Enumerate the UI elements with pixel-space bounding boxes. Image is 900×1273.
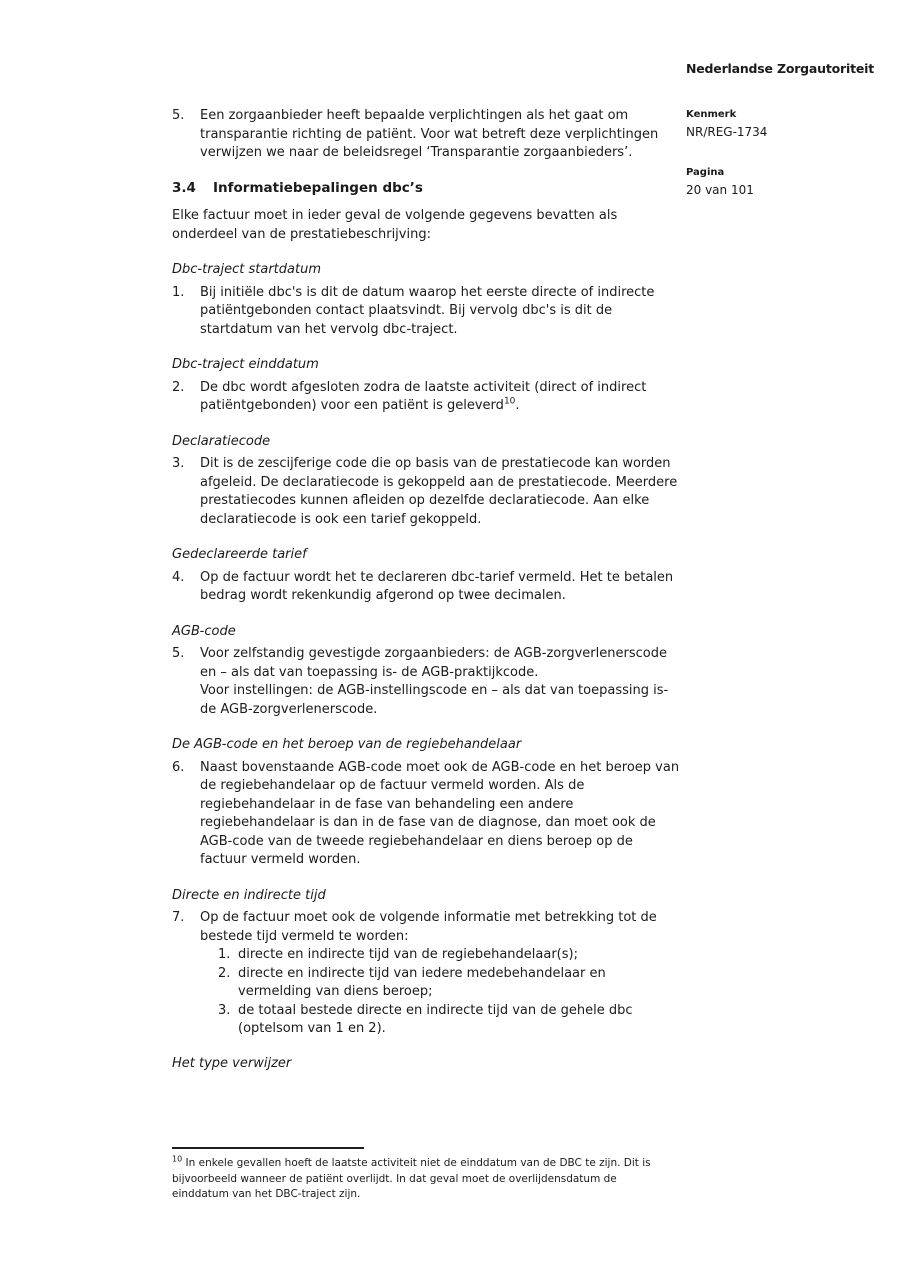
sub-list-item-number: 3. xyxy=(218,1002,231,1018)
list-item-text: Naast bovenstaande AGB-code moet ook de AGB-code en het beroep van de regiebehandelaar op de factuur vermeld worden. Als de regiebehandelaar in de fase van behandeling een andere regiebehandelaar is dan in de fase van de diagnose, dan moet ook de AGB-code van de tweede regiebehandelaar en diens beroep op de factuur vermeld worden. xyxy=(200,759,680,867)
sub-list-item-number: 2. xyxy=(218,965,231,981)
list-item-number: 3. xyxy=(172,456,185,471)
footnote-number: 10 xyxy=(172,1154,183,1164)
sub-list-item-text: directe en indirecte tijd van iedere medebehandelaar en vermelding van diens beroep; xyxy=(238,965,606,999)
sub-list-item-text: directe en indirecte tijd van de regiebehandelaar(s); xyxy=(238,947,578,962)
list-item-line: Voor zelfstandig gevestigde zorgaanbieders: de AGB-zorgverlenerscode en – als dat van toepassing is- de AGB-praktijkcode. xyxy=(200,646,667,680)
list-item-number: 4. xyxy=(172,569,185,585)
list-item-text xyxy=(200,379,682,416)
footnote-line: bijvoorbeeld wanneer de patiënt overlijdt. In dat geval moet de overlijdensdatum de xyxy=(172,1172,617,1185)
list-item-number: 5. xyxy=(172,108,185,123)
kenmerk-label: Kenmerk xyxy=(686,109,737,120)
list-item-number: 5. xyxy=(172,646,185,661)
list-item-text-after: . xyxy=(515,398,520,413)
intro-paragraph: Elke factuur moet in ieder geval de volgende gegevens bevatten als onderdeel van de prestatiebeschrijving: xyxy=(172,208,618,242)
footnote-text: In enkele gevallen hoeft de laatste activiteit niet de einddatum van de DBC te zijn. Dit is xyxy=(185,1157,651,1169)
list-item-5 xyxy=(172,645,682,719)
list-item-text: Een zorgaanbieder heeft bepaalde verplichtingen als het gaat om transparantie richting de patiënt. Voor wat betreft deze verplichtingen verwijzen we naar de beleidsregel ‘Transparantie zorgaanbieders’. xyxy=(200,108,659,160)
footnote-line xyxy=(172,1156,752,1172)
list-item-text: Op de factuur wordt het te declareren dbc-tarief vermeld. Het te betalen bedrag wordt rekenkundig afgerond op twee decimalen. xyxy=(200,569,674,603)
sub-list-item-1 xyxy=(200,946,682,965)
sub-list-item-text: de totaal bestede directe en indirecte tijd van de gehele dbc (optelsom van 1 en 2). xyxy=(238,1002,633,1036)
pagina-field xyxy=(686,166,876,198)
subsection-label-einddatum: Dbc-traject einddatum xyxy=(172,357,319,372)
subsection-label-directe-indirecte-tijd: Directe en indirecte tijd xyxy=(172,887,326,903)
list-item-number: 1. xyxy=(172,284,185,300)
kenmerk-value: NR/REG-1734 xyxy=(686,125,768,139)
kenmerk-field xyxy=(686,108,876,140)
list-item-number: 7. xyxy=(172,910,185,925)
list-item-text xyxy=(200,909,682,1039)
footnote xyxy=(172,1147,752,1203)
list-item-3 xyxy=(172,455,682,529)
list-item-number: 6. xyxy=(172,759,185,775)
pagina-label: Pagina xyxy=(686,167,725,178)
list-item-text: Bij initiële dbc's is dit de datum waarop het eerste directe of indirecte patiëntgebonden contact plaatsvindt. Bij vervolg dbc's is dit de startdatum van het vervolg dbc-traject. xyxy=(200,284,655,337)
footnote-line: einddatum van het DBC-traject zijn. xyxy=(172,1188,361,1200)
subsection-label-agb-regiebehandelaar: De AGB-code en het beroep van de regiebehandelaar xyxy=(172,737,522,752)
subsection-label-type-verwijzer: Het type verwijzer xyxy=(172,1055,292,1071)
document-meta-sidebar xyxy=(686,108,876,198)
section-title: Informatiebepalingen dbc’s xyxy=(213,179,423,196)
list-item-intro: Op de factuur moet ook de volgende informatie met betrekking tot de bestede tijd vermeld te worden: xyxy=(200,910,657,944)
list-item-lead-5 xyxy=(172,107,682,163)
subsection-label-declaratiecode: Declaratiecode xyxy=(172,433,271,449)
sub-list-item-3 xyxy=(200,1002,682,1039)
footnote-rule xyxy=(172,1147,364,1149)
sub-list-item-2 xyxy=(200,965,682,1002)
document-body xyxy=(172,107,682,1073)
list-item-2 xyxy=(172,379,682,416)
subsection-label-gedeclareerde-tarief: Gedeclareerde tarief xyxy=(172,547,307,562)
list-item-6 xyxy=(172,759,682,870)
list-item-text: Dit is de zescijferige code die op basis van de prestatiecode kan worden afgeleid. De declaratiecode is gekoppeld aan de prestatiecode. Meerdere prestatiecodes kunnen afleiden op dezelfde declaratiecode. Aan elke declaratiecode is ook een tarief gekoppeld. xyxy=(200,456,678,527)
list-item-text xyxy=(200,645,682,719)
subsection-label-agb-code: AGB-code xyxy=(172,623,236,639)
list-item-7 xyxy=(172,909,682,1039)
subsection-label-startdatum: Dbc-traject startdatum xyxy=(172,262,321,277)
list-item-line: Voor instellingen: de AGB-instellingscode en – als dat van toepassing is- de AGB-zorgverlenerscode. xyxy=(200,683,669,717)
list-item-1 xyxy=(172,284,682,340)
org-wordmark: Nederlandse Zorgautoriteit xyxy=(686,61,874,76)
pagina-value: 20 van 101 xyxy=(686,183,754,197)
list-item-text-main: De dbc wordt afgesloten zodra de laatste activiteit (direct of indirect patiëntgebonden) voor een patiënt is geleverd xyxy=(200,379,647,413)
footnote-reference: 10 xyxy=(503,396,516,407)
list-item-number: 2. xyxy=(172,379,185,395)
sub-list-item-number: 1. xyxy=(218,947,231,962)
section-heading xyxy=(172,179,682,198)
section-number: 3.4 xyxy=(172,179,196,196)
list-item-4 xyxy=(172,569,682,606)
